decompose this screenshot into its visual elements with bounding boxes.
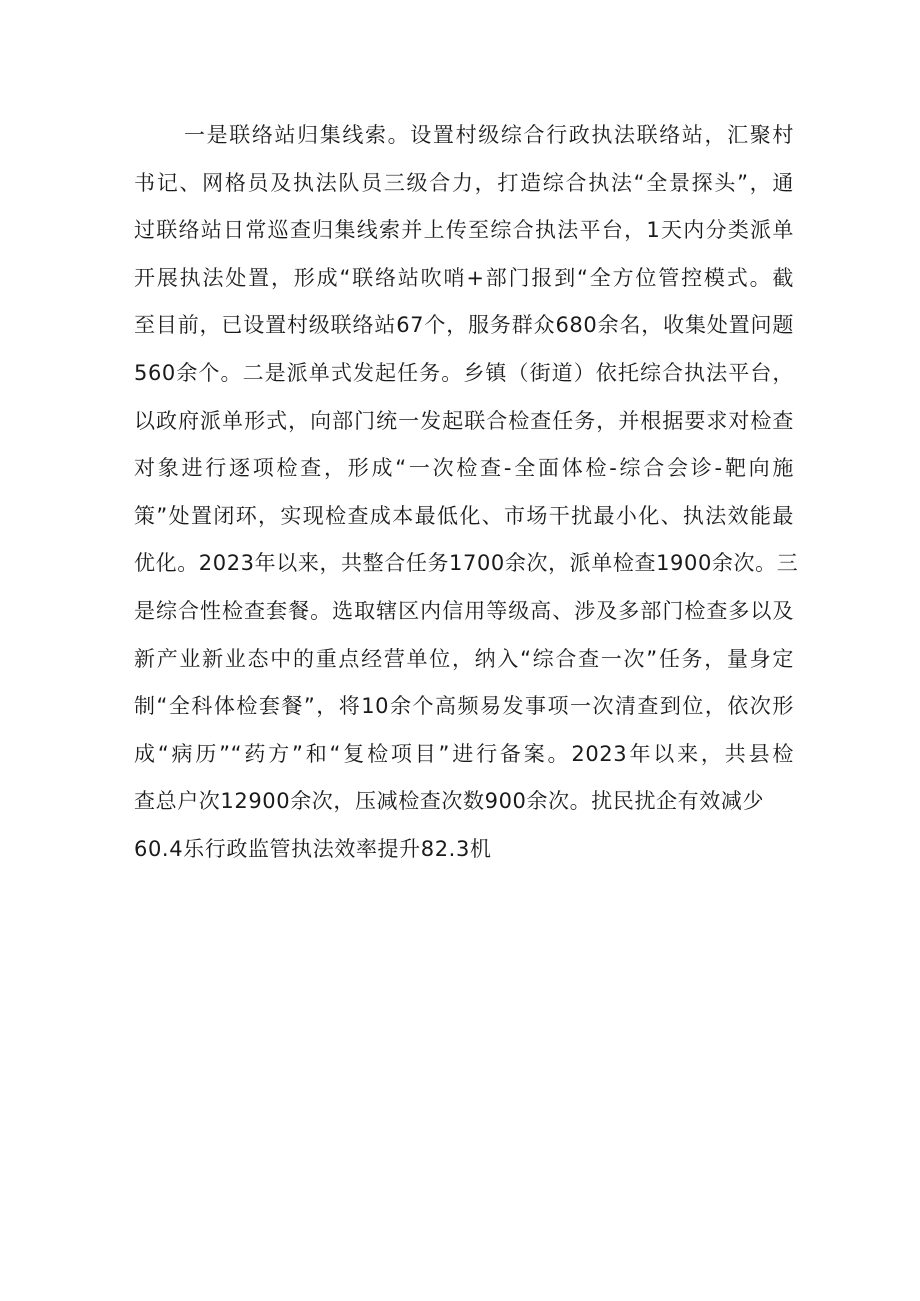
text-line: 以政府派单形式，向部门统一发起联合检查任务，并根据要求对检查 (134, 408, 794, 433)
text-line: 书记、网格员及执法队员三级合力，打造综合执法“全景探头”，通 (134, 170, 794, 195)
text-line: 新产业新业态中的重点经营单位，纳入“综合查一次”任务，量身定 (134, 646, 794, 671)
text-line: 查总户次12900余次，压减检查次数900余次。扰民扰企有效减少 (134, 789, 765, 814)
text-line: 制“全科体检套餐”，将10余个高频易发事项一次清查到位，依次形 (134, 694, 794, 719)
text-line: 至目前，已设置村级联络站67个，服务群众680余名，收集处置问题 (134, 313, 794, 338)
text-line: 过联络站日常巡查归集线索并上传至综合执法平台，1天内分类派单 (134, 218, 794, 243)
text-line: 开展执法处置，形成“联络站吹哨+部门报到“全方位管控模式。截 (134, 265, 794, 290)
text-line: 成“病历”“药方”和“复检项目”进行备案。2023年以来，共县检 (134, 741, 794, 766)
text-line: 是综合性检查套餐。选取辖区内信用等级高、涉及多部门检查多以及 (134, 598, 794, 623)
text-line: 策”处置闭环，实现检查成本最低化、市场干扰最小化、执法效能最 (134, 503, 794, 528)
body-paragraph (134, 112, 799, 874)
text-line: 优化。2023年以来，共整合任务1700余次，派单检查1900余次。三 (134, 551, 799, 576)
text-line: 对象进行逐项检查，形成“一次检查-全面体检-综合会诊-靶向施 (134, 456, 794, 481)
text-line: 60.4乐行政监管执法效率提升82.3机 (134, 836, 492, 861)
text-line: 560余个。二是派单式发起任务。乡镇（街道）依托综合执法平台， (134, 360, 794, 385)
text-line: 一是联络站归集线索。设置村级综合行政执法联络站，汇聚村 (184, 123, 794, 147)
